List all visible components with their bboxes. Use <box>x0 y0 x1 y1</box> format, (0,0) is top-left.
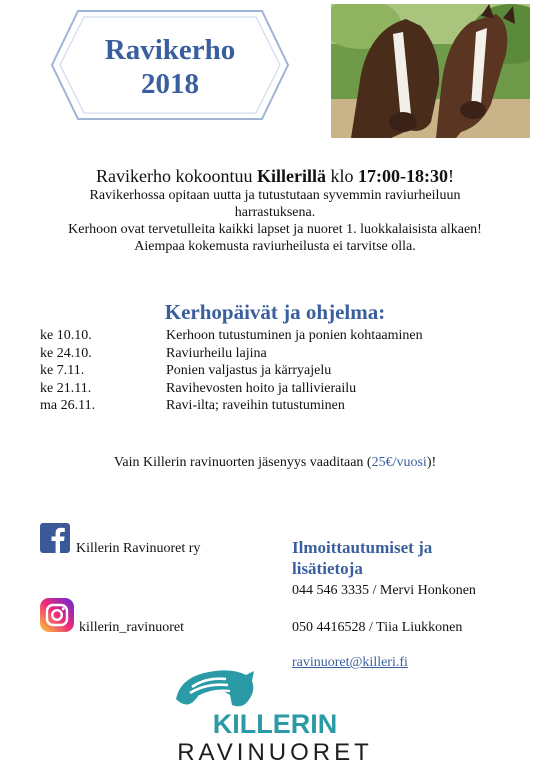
schedule-topic: Ravi-ilta; raveihin tutustuminen <box>166 398 345 413</box>
membership-prefix: Vain Killerin ravinuorten jäsenyys vaaditaan ( <box>113 455 372 470</box>
schedule-row <box>40 345 423 363</box>
intro-lead-place: Killerillä <box>256 166 326 186</box>
brand-name-top: KILLERIN <box>212 709 338 739</box>
intro-lead-prefix: Ravikerho kokoontuu <box>96 166 257 186</box>
schedule-row <box>40 380 423 398</box>
contact-heading-line: lisätietoja <box>292 559 363 578</box>
schedule-topic: Ponien valjastus ja kärryajelu <box>166 363 332 378</box>
schedule-date: ke 10.10. <box>40 328 92 343</box>
page-title: Ravikerho <box>104 34 236 66</box>
intro-line: Kerhoon ovat tervetulleita kaikki lapset ja nuoret 1. luokkalaisista alkaen! <box>68 222 482 237</box>
intro-lead <box>0 165 550 187</box>
intro-line: Ravikerhossa opitaan uutta ja tutustutaan syvemmin raviurheiluun <box>89 188 461 203</box>
contact-email-link[interactable]: ravinuoret@killeri.fi <box>292 655 408 670</box>
membership-suffix: )! <box>426 455 437 470</box>
intro-body <box>0 187 550 255</box>
contact-phone-2: 050 4416528 / Tiia Liukkonen <box>292 620 463 635</box>
facebook-icon[interactable] <box>40 523 70 553</box>
schedule-row <box>40 327 423 345</box>
intro-line: Aiempaa kokemusta raviurheilusta ei tarvitse olla. <box>134 239 416 254</box>
schedule-row <box>40 362 423 380</box>
membership-price: 25€/vuosi <box>371 455 427 470</box>
schedule-row <box>40 397 423 415</box>
contact-heading-line: Ilmoittautumiset ja <box>292 538 433 557</box>
intro-lead-suffix: ! <box>447 166 454 186</box>
instagram-link[interactable]: killerin_ravinuoret <box>79 620 184 635</box>
schedule-topic: Raviurheilu lajina <box>166 345 267 361</box>
title-badge <box>50 5 290 125</box>
schedule-topic: Kerhoon tutustuminen ja ponien kohtaaminen <box>166 328 423 343</box>
brand-name-bottom: RAVINUORET <box>177 739 373 766</box>
schedule-date: ke 7.11. <box>40 363 85 378</box>
intro-lead-time: 17:00-18:30 <box>358 166 448 186</box>
schedule-heading: Kerhopäivät ja ohjelma: <box>164 300 386 324</box>
schedule-topic: Ravihevosten hoito ja tallivierailu <box>166 380 357 396</box>
schedule-date: ma 26.11. <box>40 398 96 413</box>
schedule-date: ke 24.10. <box>40 345 92 361</box>
facebook-link[interactable]: Killerin Ravinuoret ry <box>76 541 201 556</box>
contact-heading <box>292 537 492 579</box>
horse-logo-icon <box>170 665 260 713</box>
contact-phone-1: 044 546 3335 / Mervi Honkonen <box>292 583 476 598</box>
intro-lead-mid: klo <box>325 166 358 186</box>
schedule-date: ke 21.11. <box>40 380 92 396</box>
page-year: 2018 <box>141 68 199 100</box>
instagram-icon[interactable] <box>40 598 74 632</box>
schedule-list <box>40 327 423 415</box>
membership-note <box>0 455 550 471</box>
intro-line: harrastuksena. <box>234 205 316 220</box>
horses-photo <box>331 4 530 138</box>
